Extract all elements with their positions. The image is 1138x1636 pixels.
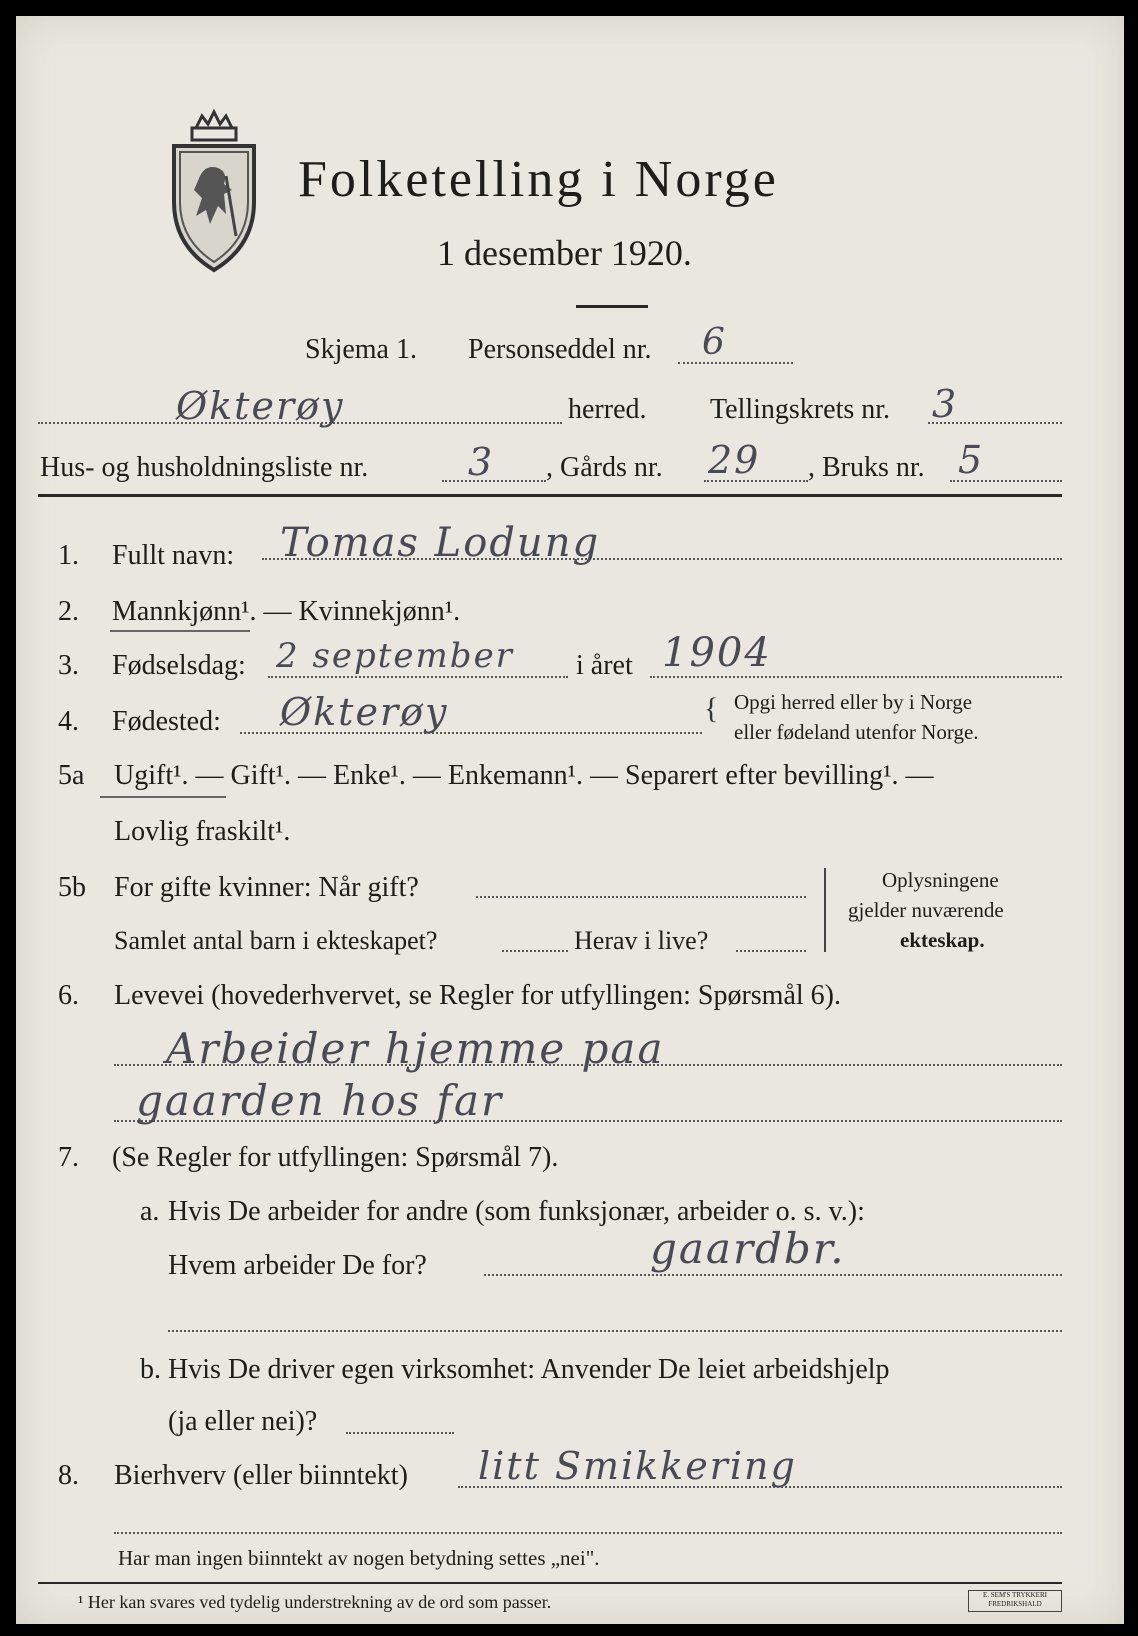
q4-note-line1: Opgi herred eller by i Norge bbox=[734, 690, 973, 714]
q7a-label: Hvis De arbeider for andre (som funksjonær, arbeider o. s. v.): bbox=[168, 1196, 865, 1227]
q4-note-line2: eller fødeland utenfor Norge. bbox=[734, 720, 979, 744]
q4-label: Fødested: bbox=[112, 706, 221, 737]
q7a-value: gaardbr. bbox=[650, 1224, 846, 1273]
q4-value: Økterøy bbox=[280, 690, 449, 734]
q5b-label2: Samlet antal barn i ekteskapet? bbox=[114, 926, 438, 955]
q2-label: Mannkjønn¹. — Kvinnekjønn¹. bbox=[112, 596, 461, 627]
q5a-number: 5a bbox=[58, 760, 85, 791]
q8-line2 bbox=[114, 1532, 1062, 1534]
q6-value-line1: Arbeider hjemme paa bbox=[166, 1024, 665, 1073]
q7b-number: b. bbox=[140, 1354, 161, 1385]
tellingskrets-value: 3 bbox=[932, 382, 959, 426]
q3-year-value: 1904 bbox=[662, 630, 772, 676]
q7a-line1 bbox=[484, 1274, 1062, 1276]
q1-number: 1. bbox=[58, 540, 79, 571]
personseddel-label: Personseddel nr. bbox=[468, 334, 652, 365]
q6-value-line2: gaarden hos far bbox=[136, 1076, 504, 1125]
q3-year-line bbox=[650, 676, 1062, 678]
q8-value: litt Smikkering bbox=[478, 1444, 797, 1488]
q5a-label2: Lovlig fraskilt¹. bbox=[114, 816, 291, 847]
skjema-label: Skjema 1. bbox=[305, 334, 417, 365]
q5b-note1: Oplysningene bbox=[882, 868, 999, 892]
q6-number: 6. bbox=[58, 980, 79, 1011]
q3-label: Fødselsdag: bbox=[112, 650, 246, 681]
q5b-married-line bbox=[476, 896, 806, 898]
printer-stamp: E. SEM'S TRYKKERI FREDRIKSHALD bbox=[968, 1590, 1062, 1612]
q5b-bracket bbox=[824, 868, 826, 952]
q7b-label2: (ja eller nei)? bbox=[168, 1406, 318, 1437]
gards-value: 29 bbox=[708, 438, 761, 482]
q3-number: 3. bbox=[58, 650, 79, 681]
q1-label: Fullt navn: bbox=[112, 540, 235, 571]
q5b-number: 5b bbox=[58, 872, 86, 903]
q7b-label: Hvis De driver egen virksomhet: Anvender De leiet arbeidshjelp bbox=[168, 1354, 890, 1385]
q5b-note3: ekteskap. bbox=[900, 928, 985, 952]
q2-number: 2. bbox=[58, 596, 79, 627]
personseddel-line bbox=[678, 362, 793, 364]
q4-brace: { bbox=[704, 692, 719, 725]
tellingskrets-label: Tellingskrets nr. bbox=[710, 394, 891, 425]
footer-note: Har man ingen biinntekt av nogen betydning settes „nei". bbox=[118, 1546, 600, 1570]
q8-number: 8. bbox=[58, 1460, 79, 1491]
norway-coat-of-arms-icon bbox=[166, 106, 262, 276]
q4-number: 4. bbox=[58, 706, 79, 737]
q7a-line2 bbox=[168, 1330, 1062, 1332]
q7-label: (Se Regler for utfyllingen: Spørsmål 7). bbox=[112, 1142, 559, 1173]
herred-value: Økterøy bbox=[176, 384, 345, 428]
q5b-note2: gjelder nuværende bbox=[848, 898, 1004, 922]
q1-value: Tomas Lodung bbox=[280, 520, 601, 566]
form-subtitle: 1 desember 1920. bbox=[437, 233, 692, 273]
q8-label: Bierhverv (eller biinntekt) bbox=[114, 1460, 408, 1491]
gards-label: , Gårds nr. bbox=[546, 452, 663, 483]
footer-divider bbox=[38, 1582, 1062, 1584]
personseddel-value: 6 bbox=[702, 322, 727, 363]
q7a-label2: Hvem arbeider De for? bbox=[168, 1250, 427, 1281]
title-divider bbox=[576, 305, 648, 308]
q5b-children-line bbox=[502, 950, 568, 952]
hus-label: Hus- og husholdningsliste nr. bbox=[40, 452, 369, 483]
q5b-label3: Herav i live? bbox=[574, 926, 709, 955]
q6-label: Levevei (hovederhvervet, se Regler for utfyllingen: Spørsmål 6). bbox=[114, 980, 841, 1011]
q5a-underline-mark bbox=[100, 796, 226, 798]
q7b-line bbox=[346, 1432, 454, 1434]
q5b-alive-line bbox=[736, 950, 806, 952]
q5a-label: Ugift¹. — Gift¹. — Enke¹. — Enkemann¹. — Separert efter bevilling¹. — bbox=[114, 760, 934, 791]
form-title: Folketelling i Norge bbox=[298, 151, 779, 208]
q3-value: 2 september bbox=[276, 636, 514, 676]
bruks-label: , Bruks nr. bbox=[808, 452, 925, 483]
q5b-label: For gifte kvinner: Når gift? bbox=[114, 872, 419, 903]
hus-value: 3 bbox=[468, 440, 495, 484]
q2-underline-mark bbox=[110, 630, 250, 632]
header-divider bbox=[38, 494, 1062, 497]
bruks-value: 5 bbox=[958, 438, 985, 482]
q7-number: 7. bbox=[58, 1142, 79, 1173]
q7a-number: a. bbox=[140, 1196, 160, 1227]
herred-label: herred. bbox=[568, 394, 647, 425]
q3-year-label: i året bbox=[576, 650, 633, 681]
footnote: ¹ Her kan svares ved tydelig understrekning av de ord som passer. bbox=[78, 1592, 552, 1612]
q3-line bbox=[268, 676, 568, 678]
